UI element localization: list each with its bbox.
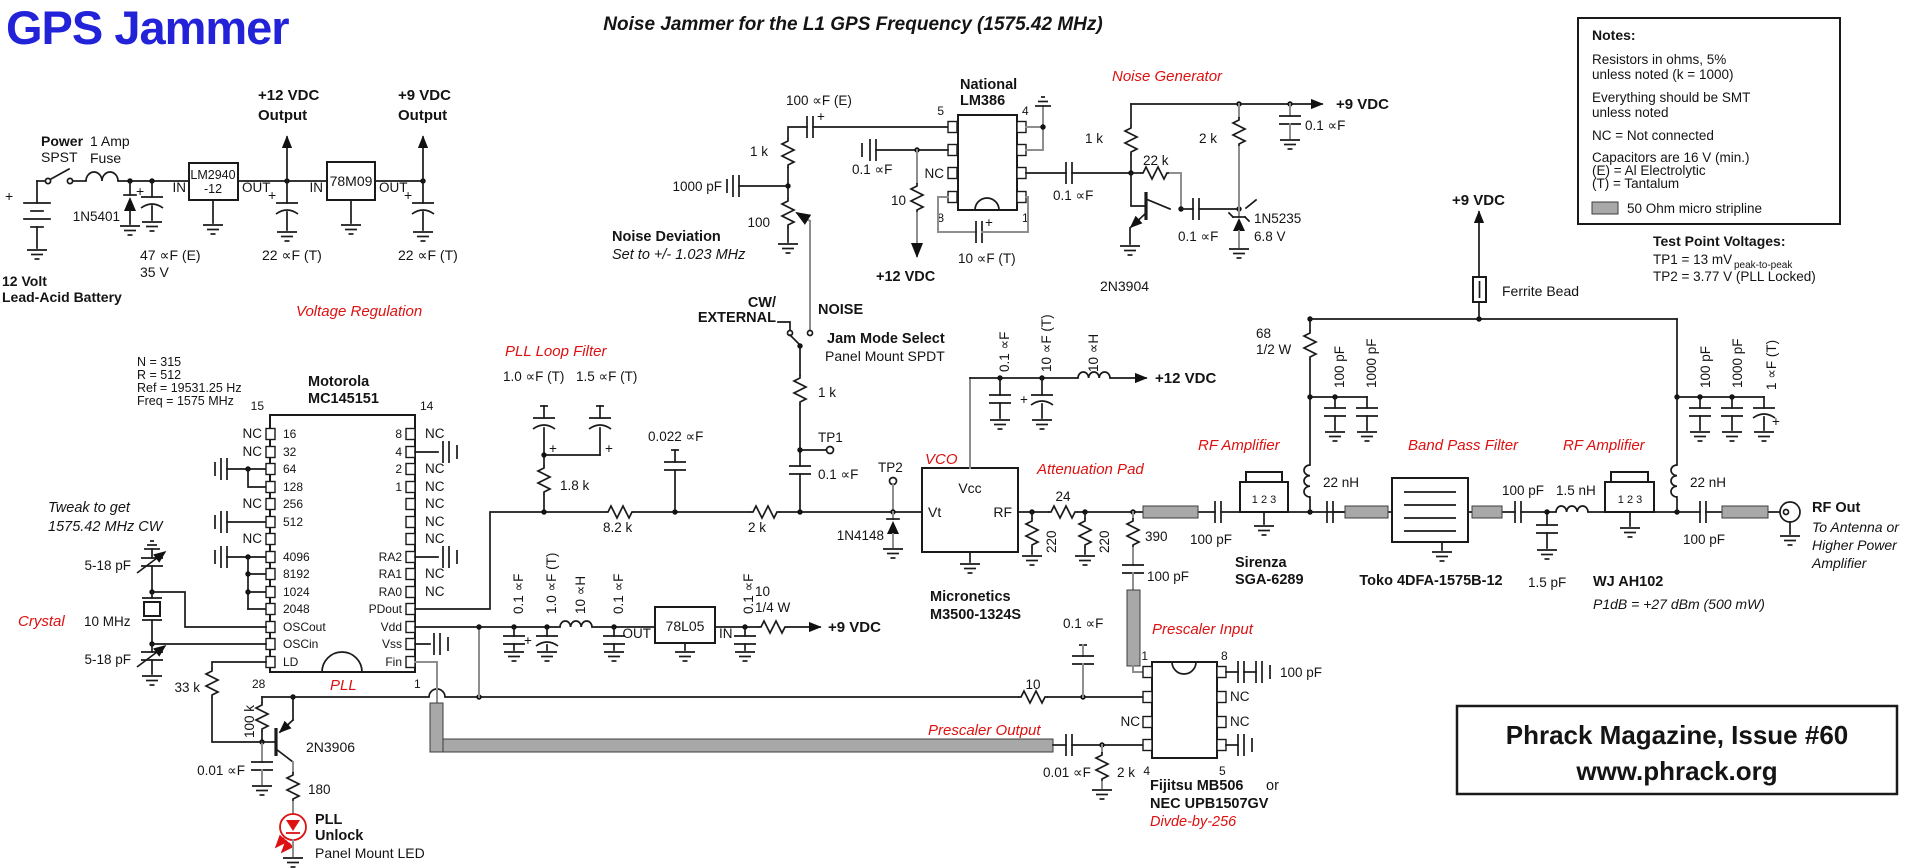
v12-output: Output bbox=[258, 107, 308, 124]
tweak-note2: 1575.42 MHz CW bbox=[48, 519, 163, 535]
pll-part: MC145151 bbox=[308, 391, 379, 407]
transistor-2n3906 bbox=[262, 697, 355, 762]
v9-label: +9 VDC bbox=[1336, 96, 1389, 113]
nc-label: NC bbox=[242, 444, 262, 459]
cap-value: 0.01 ∝F bbox=[197, 763, 245, 778]
v12-label: +12 VDC bbox=[876, 269, 936, 285]
inductor-value: 22 nH bbox=[1323, 475, 1360, 490]
notes-line: unless noted bbox=[1592, 105, 1669, 120]
section-bpf: Band Pass Filter bbox=[1408, 437, 1519, 454]
cap-value: 0.1 ∝F bbox=[1305, 118, 1346, 133]
svg-text:512: 512 bbox=[283, 515, 304, 529]
power-section bbox=[2, 87, 458, 320]
svg-text:16: 16 bbox=[283, 427, 297, 441]
nc-label: NC bbox=[242, 426, 262, 441]
in-label: IN bbox=[719, 626, 733, 641]
stripline-legend: 50 Ohm micro stripline bbox=[1627, 201, 1763, 216]
diode-1n5401 bbox=[73, 181, 140, 235]
cap-value: 0.1 ∝F bbox=[611, 573, 626, 614]
svg-text:32: 32 bbox=[283, 445, 297, 459]
cap-value: 1000 pF bbox=[672, 179, 722, 194]
vdd-supply bbox=[415, 553, 881, 661]
svg-text:OSCin: OSCin bbox=[283, 637, 319, 651]
svg-text:PDout: PDout bbox=[368, 602, 402, 616]
cap-value: 0.1 ∝F bbox=[1053, 188, 1094, 203]
cap-value: 0.01 ∝F bbox=[1043, 765, 1091, 780]
svg-text:64: 64 bbox=[283, 462, 297, 476]
crystal-network bbox=[18, 500, 266, 685]
notes-line: Everything should be SMT bbox=[1592, 90, 1751, 105]
battery-label2: Lead-Acid Battery bbox=[2, 289, 122, 305]
stripline bbox=[1345, 506, 1388, 518]
amp-p1db: P1dB = +27 dBm (500 mW) bbox=[1593, 596, 1765, 612]
lm386-maker: National bbox=[960, 77, 1018, 93]
stripline bbox=[1472, 506, 1502, 518]
notes-line: (T) = Tantalum bbox=[1592, 176, 1680, 191]
cap-value: 100 pF bbox=[1147, 569, 1190, 584]
crystal-label: Crystal bbox=[18, 613, 65, 630]
trimmer-arrow bbox=[137, 552, 165, 573]
stripline bbox=[430, 703, 443, 752]
pin-number: 1 bbox=[414, 677, 421, 691]
cap-value: 100 pF bbox=[1332, 345, 1347, 388]
cap-value: 100 ∝F (E) bbox=[786, 93, 852, 108]
cap-value: 100 pF bbox=[1502, 483, 1545, 498]
regulator-78m09 bbox=[310, 162, 408, 234]
resistor-value: 33 k bbox=[174, 680, 200, 695]
svg-text:8192: 8192 bbox=[283, 567, 310, 581]
section-rf-amplifier: RF Amplifier bbox=[1198, 437, 1280, 454]
pll-param-n: N = 315 bbox=[137, 355, 182, 369]
reg-label: LM2940 bbox=[190, 168, 236, 182]
svg-text:RA2: RA2 bbox=[378, 550, 402, 564]
noise-deviation bbox=[612, 93, 948, 330]
out-label: OUT bbox=[379, 180, 408, 195]
inductor-value: 22 nH bbox=[1690, 475, 1727, 490]
cap-value: 22 ∝F (T) bbox=[398, 247, 458, 263]
footer-line2: www.phrack.org bbox=[1576, 756, 1778, 786]
cap-value: 0.1 ∝F bbox=[511, 573, 526, 614]
zener-label: 1N5235 bbox=[1254, 211, 1302, 226]
cap-value: 1.5 ∝F (T) bbox=[576, 369, 638, 384]
power-label: Power bbox=[41, 133, 84, 149]
bpf-body bbox=[1392, 478, 1468, 542]
amp-lid bbox=[1246, 472, 1282, 482]
amp-part: WJ AH102 bbox=[1593, 574, 1664, 590]
tweak-note: Tweak to get bbox=[48, 500, 130, 516]
nc-label: NC bbox=[425, 566, 445, 581]
notes-heading: Notes: bbox=[1592, 27, 1636, 43]
section-vco: VCO bbox=[925, 451, 958, 468]
stripline bbox=[1127, 590, 1140, 666]
noise-deviation-label: Noise Deviation bbox=[612, 229, 721, 245]
pll-unlock-circuit bbox=[174, 662, 424, 867]
cap-value: 1.0 ∝F (T) bbox=[544, 552, 559, 614]
svg-text:Vdd: Vdd bbox=[380, 620, 402, 634]
inductor-value: 1.5 nH bbox=[1556, 483, 1596, 498]
svg-text:Fin: Fin bbox=[385, 655, 402, 669]
cw-label: CW/ bbox=[747, 295, 776, 311]
rf-out-note: To Antenna or bbox=[1812, 519, 1899, 535]
crystal-freq: 10 MHz bbox=[84, 614, 131, 629]
section-pll: PLL bbox=[330, 677, 357, 694]
resistor-value: 1.8 k bbox=[560, 478, 590, 493]
svg-text:2048: 2048 bbox=[283, 602, 310, 616]
pll-maker: Motorola bbox=[308, 374, 370, 390]
pin-number: 28 bbox=[252, 677, 266, 691]
led-label: PLL bbox=[315, 812, 343, 828]
cap-value: 10 ∝F (T) bbox=[958, 251, 1016, 266]
cap-value: 100 pF bbox=[1190, 532, 1233, 547]
pll-unlock-led bbox=[276, 814, 306, 852]
cap-value: 0.1 ∝F bbox=[1178, 229, 1219, 244]
v9-label: +9 VDC bbox=[828, 619, 881, 636]
noise-label: NOISE bbox=[818, 302, 864, 318]
trimmer-arrow bbox=[137, 646, 165, 667]
v12-label: +12 VDC bbox=[1155, 370, 1217, 387]
tp-heading: Test Point Voltages: bbox=[1653, 233, 1786, 249]
footer-box bbox=[1457, 706, 1897, 794]
footer-line1: Phrack Magazine, Issue #60 bbox=[1505, 720, 1849, 750]
nc-label: NC bbox=[425, 496, 445, 511]
inductor-value: 10 ∝H bbox=[1086, 333, 1101, 372]
cap-value: 0.1 ∝F bbox=[818, 467, 859, 482]
ferrite-bead-label: Ferrite Bead bbox=[1502, 283, 1580, 299]
pin-number: 8 bbox=[1221, 649, 1228, 663]
pin-number: 1 bbox=[1022, 211, 1029, 225]
resistor-value: 220 bbox=[1097, 530, 1112, 553]
diode-label: 1N5401 bbox=[72, 209, 120, 224]
noise-deviation-note: Set to +/- 1.023 MHz bbox=[612, 247, 746, 263]
amp-maker: Sirenza bbox=[1235, 555, 1287, 571]
svg-text:2: 2 bbox=[395, 462, 402, 476]
svg-text:OSCout: OSCout bbox=[283, 620, 326, 634]
v12-label: +12 VDC bbox=[258, 87, 320, 104]
transistor-label: 2N3904 bbox=[1100, 278, 1150, 294]
cap-value: 1000 pF bbox=[1364, 338, 1379, 388]
svg-text:128: 128 bbox=[283, 480, 304, 494]
vco-maker: Micronetics bbox=[930, 589, 1011, 605]
tp2-value: TP2 = 3.77 V (PLL Locked) bbox=[1653, 269, 1816, 284]
notes-line: Resistors in ohms, 5% bbox=[1592, 52, 1727, 67]
pin-number: 5 bbox=[1219, 764, 1226, 778]
resistor-wattage: 1/4 W bbox=[755, 600, 791, 615]
v9-label: +9 VDC bbox=[398, 87, 451, 104]
prescaler-maker2: NEC UPB1507GV bbox=[1150, 796, 1269, 812]
trimmer-value: 5-18 pF bbox=[84, 652, 131, 667]
pin-number: 1 bbox=[1141, 649, 1148, 663]
svg-text:1024: 1024 bbox=[283, 585, 310, 599]
cap-plus: + bbox=[1772, 414, 1780, 429]
amp-pins: 1 2 3 bbox=[1251, 494, 1277, 506]
cap-plus: + bbox=[524, 633, 532, 648]
reg-label2: -12 bbox=[203, 182, 223, 196]
cap-value: 1 ∝F (T) bbox=[1764, 339, 1779, 390]
jam-select-label: Jam Mode Select bbox=[827, 331, 945, 347]
external-label: EXTERNAL bbox=[697, 310, 776, 326]
svg-text:1: 1 bbox=[395, 480, 402, 494]
nc-label: NC bbox=[425, 461, 445, 476]
bpf-part: Toko 4DFA-1575B-12 bbox=[1359, 573, 1503, 589]
pll-param-ref: Ref = 19531.25 Hz bbox=[137, 381, 242, 395]
cap-plus: + bbox=[404, 187, 413, 203]
cap-plus: + bbox=[1020, 392, 1028, 407]
tp1-label: TP1 bbox=[818, 430, 843, 445]
svg-text:RA1: RA1 bbox=[378, 567, 402, 581]
amp-part: SGA-6289 bbox=[1235, 572, 1304, 588]
rf-out-note3: Amplifier bbox=[1812, 555, 1867, 571]
tp1-sub: peak-to-peak bbox=[1734, 260, 1793, 271]
cap-value: 1.5 pF bbox=[1528, 575, 1567, 590]
v9-label: +9 VDC bbox=[1452, 192, 1505, 209]
prescaler-maker1: Fijitsu MB506 bbox=[1150, 778, 1244, 794]
cap-value: 0.1 ∝F bbox=[1063, 616, 1104, 631]
regulator-lm2940 bbox=[173, 163, 271, 234]
pin-number: 4 bbox=[1143, 764, 1150, 778]
reg-label: 78L05 bbox=[665, 618, 705, 634]
cap-value: 0.1 ∝F bbox=[997, 331, 1012, 372]
prescaler-input-label: Prescaler Input bbox=[1152, 621, 1253, 638]
cap-value: 100 pF bbox=[1698, 345, 1713, 388]
v9-output: Output bbox=[398, 107, 448, 124]
section-loop-filter: PLL Loop Filter bbox=[505, 343, 607, 360]
lm386-body bbox=[958, 115, 1017, 210]
spdt-blade bbox=[790, 335, 799, 344]
resistor-value: 10 bbox=[1025, 677, 1041, 692]
prescaler-divide: Divde-by-256 bbox=[1150, 814, 1237, 830]
nc-label: NC bbox=[425, 584, 445, 599]
pot-value: 100 bbox=[747, 215, 770, 230]
diode-1n4148 bbox=[837, 512, 903, 558]
transistor-label: 2N3906 bbox=[306, 739, 356, 755]
stripline bbox=[1722, 506, 1768, 518]
inductor-value: 10 ∝H bbox=[573, 575, 588, 614]
vt-pin: Vt bbox=[928, 504, 942, 520]
resistor-value: 1 k bbox=[749, 144, 768, 159]
band-pass-filter bbox=[1327, 437, 1519, 589]
svg-text:8: 8 bbox=[395, 427, 402, 441]
resistor-value: 1 k bbox=[818, 385, 837, 400]
nc-label: NC bbox=[425, 514, 445, 529]
svg-text:RA0: RA0 bbox=[378, 585, 402, 599]
lm386-section bbox=[852, 77, 1131, 285]
fuse-label: Fuse bbox=[90, 150, 122, 166]
amp-pins: 1 2 3 bbox=[1617, 494, 1643, 506]
pot-wiper bbox=[797, 213, 810, 221]
test-point-voltages bbox=[1653, 233, 1816, 284]
svg-text:4096: 4096 bbox=[283, 550, 310, 564]
resistor-value: 10 bbox=[755, 584, 771, 599]
svg-text:256: 256 bbox=[283, 497, 304, 511]
tp1-terminal bbox=[827, 447, 834, 454]
resistor-value: 390 bbox=[1145, 529, 1168, 544]
cap-value: 0.1 ∝F bbox=[852, 162, 893, 177]
amp-lid bbox=[1611, 472, 1648, 482]
tp2-label: TP2 bbox=[878, 460, 903, 475]
cap-plus: + bbox=[605, 441, 613, 456]
out-label: OUT bbox=[622, 626, 651, 641]
cap-plus: + bbox=[817, 109, 825, 124]
rf-out-label: RF Out bbox=[1812, 500, 1861, 516]
transistor-2n3904 bbox=[1100, 173, 1170, 294]
nc-label: NC bbox=[1230, 714, 1250, 729]
vcc-pin: Vcc bbox=[958, 480, 982, 496]
pin-number: 5 bbox=[937, 104, 944, 118]
resistor-value: 1 k bbox=[1084, 131, 1103, 146]
cap-value: 47 ∝F (E) bbox=[140, 247, 201, 263]
notes-line: NC = Not connected bbox=[1592, 128, 1714, 143]
rf-amplifier-2 bbox=[1502, 437, 1765, 612]
led-label3: Panel Mount LED bbox=[315, 845, 425, 861]
nc-label: NC bbox=[425, 426, 445, 441]
bias-network-2 bbox=[1671, 319, 1780, 515]
pin-number: 15 bbox=[250, 399, 264, 413]
power-switch-blade bbox=[51, 169, 69, 179]
attenuation-pad bbox=[1022, 461, 1144, 565]
pin-number: 8 bbox=[937, 211, 944, 225]
resistor-value: 22 k bbox=[1143, 153, 1169, 168]
pin-number: 14 bbox=[420, 399, 434, 413]
prescaler-or: or bbox=[1266, 778, 1279, 794]
prescaler-input-tap bbox=[1122, 509, 1254, 672]
page-title: GPS Jammer bbox=[6, 1, 289, 54]
crystal-symbol bbox=[142, 592, 162, 644]
nc-label: NC bbox=[1230, 689, 1250, 704]
subtitle: Noise Jammer for the L1 GPS Frequency (1575.42 MHz) bbox=[603, 14, 1103, 35]
resistor-value: 2 k bbox=[1117, 765, 1136, 780]
trimmer-value: 5-18 pF bbox=[84, 558, 131, 573]
notes-box bbox=[1578, 18, 1840, 224]
resistor-wattage: 1/2 W bbox=[1256, 342, 1292, 357]
prescaler-body bbox=[1152, 662, 1217, 758]
cap-22uf-b bbox=[398, 181, 458, 263]
resistor-value: 100 k bbox=[242, 704, 257, 738]
resistor-value: 10 bbox=[890, 193, 906, 208]
resistor-value: 8.2 k bbox=[603, 520, 633, 535]
nc-label: NC bbox=[242, 531, 262, 546]
stripline-prescaler-output bbox=[443, 739, 1053, 752]
rf-out-note2: Higher Power bbox=[1812, 537, 1897, 553]
diode-label: 1N4148 bbox=[836, 528, 884, 543]
battery-plus: + bbox=[5, 188, 14, 204]
section-rf-amplifier: RF Amplifier bbox=[1563, 437, 1645, 454]
notes-line: (E) = Al Electrolytic bbox=[1592, 163, 1706, 178]
resistor-value: 2 k bbox=[1198, 131, 1217, 146]
notes-line: Capacitors are 16 V (min.) bbox=[1592, 150, 1750, 165]
ferrite-bead bbox=[1452, 192, 1579, 319]
fuse-rating: 1 Amp bbox=[90, 133, 130, 149]
jam-select-note: Panel Mount SPDT bbox=[825, 348, 945, 364]
zener-voltage: 6.8 V bbox=[1254, 229, 1286, 244]
nc-label: NC bbox=[425, 479, 445, 494]
nc-label: NC bbox=[242, 496, 262, 511]
in-label: IN bbox=[172, 180, 186, 195]
cap-value: 1.0 ∝F (T) bbox=[503, 369, 565, 384]
vco-part: M3500-1324S bbox=[930, 607, 1022, 623]
nc-label: NC bbox=[924, 166, 944, 181]
pll-param-freq: Freq = 1575 MHz bbox=[137, 394, 234, 408]
resistor-value: 24 bbox=[1055, 489, 1071, 504]
resistor-value: 2 k bbox=[748, 520, 767, 535]
led-label2: Unlock bbox=[315, 828, 364, 844]
spst-label: SPST bbox=[41, 149, 78, 165]
prescaler-output-label: Prescaler Output bbox=[928, 722, 1041, 739]
cap-voltage: 35 V bbox=[140, 264, 169, 280]
cap-value: 10 ∝F (T) bbox=[1039, 314, 1054, 372]
battery-label: 12 Volt bbox=[2, 273, 47, 289]
pll-param-r: R = 512 bbox=[137, 368, 182, 382]
section-noise-generator: Noise Generator bbox=[1112, 68, 1223, 85]
tp1-value: TP1 = 13 mV bbox=[1653, 252, 1733, 267]
rf-output bbox=[1683, 500, 1900, 571]
cap-value: 0.1 ∝F bbox=[741, 573, 756, 614]
cap-value: 0.022 ∝F bbox=[648, 429, 704, 444]
cap-plus: + bbox=[549, 441, 557, 456]
cap-plus: + bbox=[136, 183, 145, 199]
nc-label: NC bbox=[425, 531, 445, 546]
pin-number: 4 bbox=[1022, 104, 1029, 118]
bias-network-1 bbox=[1256, 192, 1677, 515]
resistor-value: 68 bbox=[1256, 326, 1272, 341]
nc-label: NC bbox=[1120, 714, 1140, 729]
section-attenuation: Attenuation Pad bbox=[1037, 461, 1144, 478]
cap-plus: + bbox=[985, 215, 993, 230]
section-voltage-regulation: Voltage Regulation bbox=[296, 303, 423, 320]
cap-value: 22 ∝F (T) bbox=[262, 247, 322, 263]
cap-value: 100 pF bbox=[1280, 665, 1323, 680]
lm386-part: LM386 bbox=[960, 93, 1006, 109]
resistor-value: 220 bbox=[1044, 530, 1059, 553]
cap-value: 1000 pF bbox=[1730, 338, 1745, 388]
cap-plus: + bbox=[268, 187, 277, 203]
stripline-legend-swatch bbox=[1592, 202, 1618, 214]
svg-text:4: 4 bbox=[395, 445, 402, 459]
stripline bbox=[1143, 506, 1198, 518]
notes-line: unless noted (k = 1000) bbox=[1592, 67, 1734, 82]
prescaler-section bbox=[415, 649, 1322, 830]
out-label: OUT bbox=[242, 180, 271, 195]
rf-pin: RF bbox=[993, 504, 1012, 520]
in-label: IN bbox=[309, 180, 323, 195]
svg-text:Vss: Vss bbox=[381, 637, 402, 651]
resistor-value: 180 bbox=[308, 782, 331, 797]
jam-mode-select bbox=[698, 295, 945, 515]
svg-text:LD: LD bbox=[283, 655, 299, 669]
noise-generator bbox=[1085, 68, 1389, 294]
cap-value: 100 pF bbox=[1683, 532, 1726, 547]
fuse-symbol bbox=[86, 172, 118, 181]
reg-label: 78M09 bbox=[329, 173, 373, 189]
